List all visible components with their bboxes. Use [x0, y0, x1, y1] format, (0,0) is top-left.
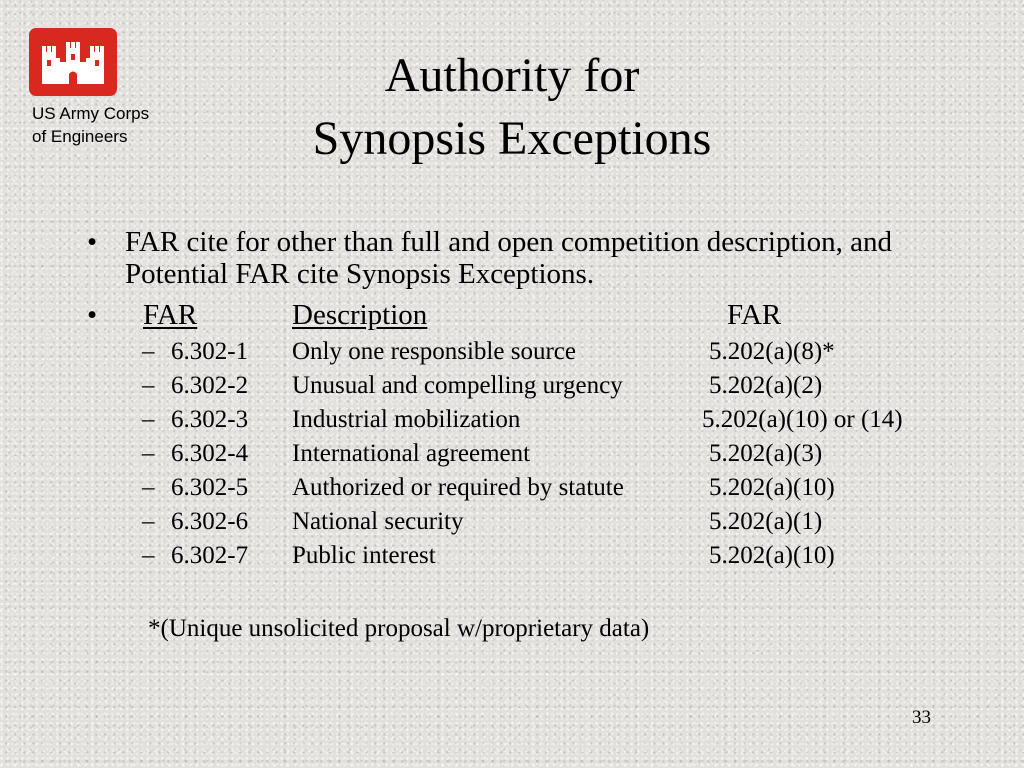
row-dash: – — [142, 338, 155, 365]
row-description: International agreement — [292, 440, 531, 467]
table-row — [0, 369, 1024, 403]
row-far: 5.202(a)(10) — [709, 542, 835, 569]
table-row — [0, 471, 1024, 505]
row-far: 5.202(a)(3) — [709, 440, 823, 467]
row-far: 5.202(a)(10) or (14) — [702, 406, 903, 433]
title-line-1: Authority for — [384, 49, 640, 102]
table-row — [0, 437, 1024, 471]
row-dash: – — [142, 440, 155, 467]
row-far: 5.202(a)(10) — [709, 474, 835, 501]
row-far: 5.202(a)(1) — [709, 508, 823, 535]
row-dash: – — [142, 542, 155, 569]
row-description: Unusual and compelling urgency — [292, 372, 623, 399]
row-description: Only one responsible source — [292, 338, 576, 365]
footnote: *(Unique unsolicited proposal w/proprietary data) — [148, 615, 650, 642]
row-cite: 6.302-1 — [171, 338, 249, 365]
bullet-marker: • — [87, 299, 98, 331]
row-far: 5.202(a)(2) — [709, 372, 823, 399]
table-row — [0, 403, 1024, 437]
org-line-2: of Engineers — [32, 127, 128, 146]
row-cite: 6.302-7 — [171, 542, 249, 569]
row-cite: 6.302-3 — [171, 406, 249, 433]
row-description: Public interest — [292, 542, 436, 569]
row-description: Industrial mobilization — [292, 406, 521, 433]
row-cite: 6.302-4 — [171, 440, 249, 467]
title-line-2: Synopsis Exceptions — [312, 112, 712, 165]
row-cite: 6.302-5 — [171, 474, 249, 501]
row-dash: – — [142, 372, 155, 399]
header-far: FAR — [143, 299, 198, 331]
table-row — [0, 539, 1024, 573]
header-description: Description — [292, 299, 428, 331]
row-dash: – — [142, 406, 155, 433]
bullet-marker: • — [87, 226, 98, 258]
table-row — [0, 335, 1024, 369]
row-description: Authorized or required by statute — [292, 474, 624, 501]
row-far: 5.202(a)(8)* — [709, 338, 835, 365]
page-number: 33 — [912, 707, 931, 728]
row-cite: 6.302-2 — [171, 372, 249, 399]
row-description: National security — [292, 508, 464, 535]
org-line-1: US Army Corps — [32, 104, 150, 123]
header-far-synopsis: FAR — [727, 299, 782, 331]
intro-bullet-text: FAR cite for other than full and open competition description, and Potential FAR cite Synopsis Exceptions. — [125, 226, 892, 290]
table-row — [0, 505, 1024, 539]
row-dash: – — [142, 474, 155, 501]
row-cite: 6.302-6 — [171, 508, 249, 535]
row-dash: – — [142, 508, 155, 535]
